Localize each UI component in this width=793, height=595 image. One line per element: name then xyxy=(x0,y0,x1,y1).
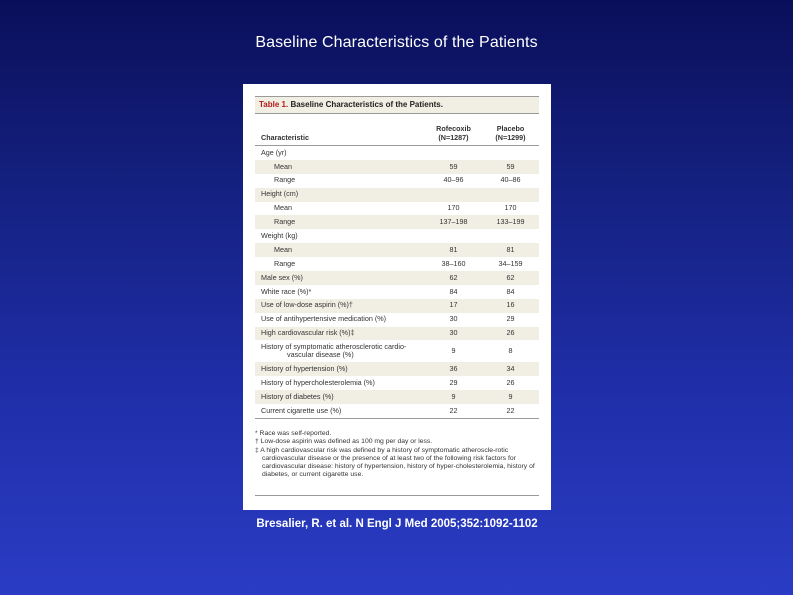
col-rofecoxib: Rofecoxib (N=1287) xyxy=(425,114,482,146)
rofecoxib-value: 62 xyxy=(425,271,482,285)
table-title: Baseline Characteristics of the Patients. xyxy=(290,100,443,109)
table-image xyxy=(243,84,551,510)
row-label: History of symptomatic atherosclerotic cardio- vascular disease (%) xyxy=(261,341,407,360)
placebo-value: 9 xyxy=(482,390,539,404)
slide-title: Baseline Characteristics of the Patients xyxy=(255,34,538,51)
table-row xyxy=(255,229,539,243)
table-row xyxy=(255,340,539,362)
row-label: History of hypercholesterolemia (%) xyxy=(261,378,375,388)
table-row xyxy=(255,160,539,174)
placebo-value: 26 xyxy=(482,327,539,341)
bottom-rule xyxy=(255,495,539,496)
rofecoxib-value: 59 xyxy=(425,160,482,174)
placebo-value: 40–86 xyxy=(500,175,521,185)
placebo-value: 62 xyxy=(482,271,539,285)
rofecoxib-value: 40–96 xyxy=(443,175,464,185)
row-label: History of hypertension (%) xyxy=(255,362,425,376)
rofecoxib-value: 137–198 xyxy=(425,215,482,229)
row-label: History of diabetes (%) xyxy=(255,390,425,404)
placebo-value: 34 xyxy=(482,362,539,376)
placebo-value: 84 xyxy=(506,286,515,296)
table-number: Table 1. xyxy=(259,100,289,109)
table-row xyxy=(255,376,539,390)
placebo-value: 81 xyxy=(482,243,539,257)
row-label: Height (cm) xyxy=(255,188,425,202)
row-label: Male sex (%) xyxy=(255,271,425,285)
row-label: White race (%)* xyxy=(261,286,312,296)
placebo-value: 133–199 xyxy=(482,215,539,229)
table-row xyxy=(255,188,539,202)
row-label: High cardiovascular risk (%)‡ xyxy=(255,327,425,341)
row-label: Mean xyxy=(274,203,292,213)
rofecoxib-value: 30 xyxy=(425,327,482,341)
table-row xyxy=(255,390,539,404)
table-row xyxy=(255,215,539,229)
rofecoxib-value: 30 xyxy=(449,314,458,324)
placebo-value: 26 xyxy=(506,378,515,388)
table-row xyxy=(255,146,539,160)
placebo-value: 34–159 xyxy=(498,258,523,268)
table-row xyxy=(255,243,539,257)
rofecoxib-value: 29 xyxy=(449,378,458,388)
placebo-value: 59 xyxy=(482,160,539,174)
footnote-aspirin: † Low-dose aspirin was defined as 100 mg per day or less. xyxy=(255,438,433,446)
placebo-value: 170 xyxy=(504,203,517,213)
footnote-race: * Race was self-reported. xyxy=(255,430,332,437)
citation: Bresalier, R. et al. N Engl J Med 2005;352:1092-1102 xyxy=(256,518,538,530)
placebo-value: 16 xyxy=(482,299,539,313)
table-footnotes xyxy=(255,430,539,480)
rofecoxib-value: 170 xyxy=(447,203,460,213)
row-label: Range xyxy=(255,215,425,229)
rofecoxib-value: 22 xyxy=(425,404,482,418)
footnote-cardiovascular-risk: ‡ A high cardiovascular risk was defined by a history of symptomatic atheroscle-rotic cardiovascular disease or the presence of at least two of the following risk factors for cardiovascular disease: history of hypertension, history of hyper-cholesterolemia, history of diabetes, or current cigarette use. xyxy=(255,446,535,479)
rofecoxib-value: 81 xyxy=(425,243,482,257)
rofecoxib-value: 84 xyxy=(449,286,458,296)
rofecoxib-value xyxy=(425,146,482,160)
rofecoxib-value: 36 xyxy=(425,362,482,376)
table-row xyxy=(255,404,539,418)
table-row xyxy=(255,257,539,271)
table-row xyxy=(255,202,539,216)
row-label: Age (yr) xyxy=(261,147,287,157)
placebo-value: 22 xyxy=(482,404,539,418)
table-caption xyxy=(255,96,539,114)
table-row xyxy=(255,313,539,327)
row-label: Weight (kg) xyxy=(261,231,298,241)
placebo-value xyxy=(482,229,539,243)
placebo-value: 8 xyxy=(508,346,513,356)
table-row xyxy=(255,174,539,188)
table-row xyxy=(255,327,539,341)
row-label: Use of low-dose aspirin (%)† xyxy=(255,299,425,313)
table-row xyxy=(255,362,539,376)
row-label: Current cigarette use (%) xyxy=(255,404,425,418)
row-label: Range xyxy=(274,175,296,185)
rofecoxib-value: 38–160 xyxy=(441,258,466,268)
placebo-value xyxy=(482,146,539,160)
rofecoxib-value: 17 xyxy=(425,299,482,313)
row-label: Use of antihypertensive medication (%) xyxy=(261,314,387,324)
baseline-table xyxy=(255,114,539,419)
row-label: Mean xyxy=(255,160,425,174)
rofecoxib-value: 9 xyxy=(451,346,456,356)
placebo-value xyxy=(482,188,539,202)
table-row xyxy=(255,271,539,285)
table-row xyxy=(255,285,539,299)
rofecoxib-value xyxy=(425,188,482,202)
row-label: Mean xyxy=(255,243,425,257)
table-header-row xyxy=(255,114,539,146)
rofecoxib-value xyxy=(425,229,482,243)
col-placebo: Placebo (N=1299) xyxy=(482,114,539,146)
row-label: Range xyxy=(274,258,296,268)
table-row xyxy=(255,299,539,313)
placebo-value: 29 xyxy=(506,314,515,324)
rofecoxib-value: 9 xyxy=(425,390,482,404)
col-characteristic: Characteristic xyxy=(255,114,425,146)
